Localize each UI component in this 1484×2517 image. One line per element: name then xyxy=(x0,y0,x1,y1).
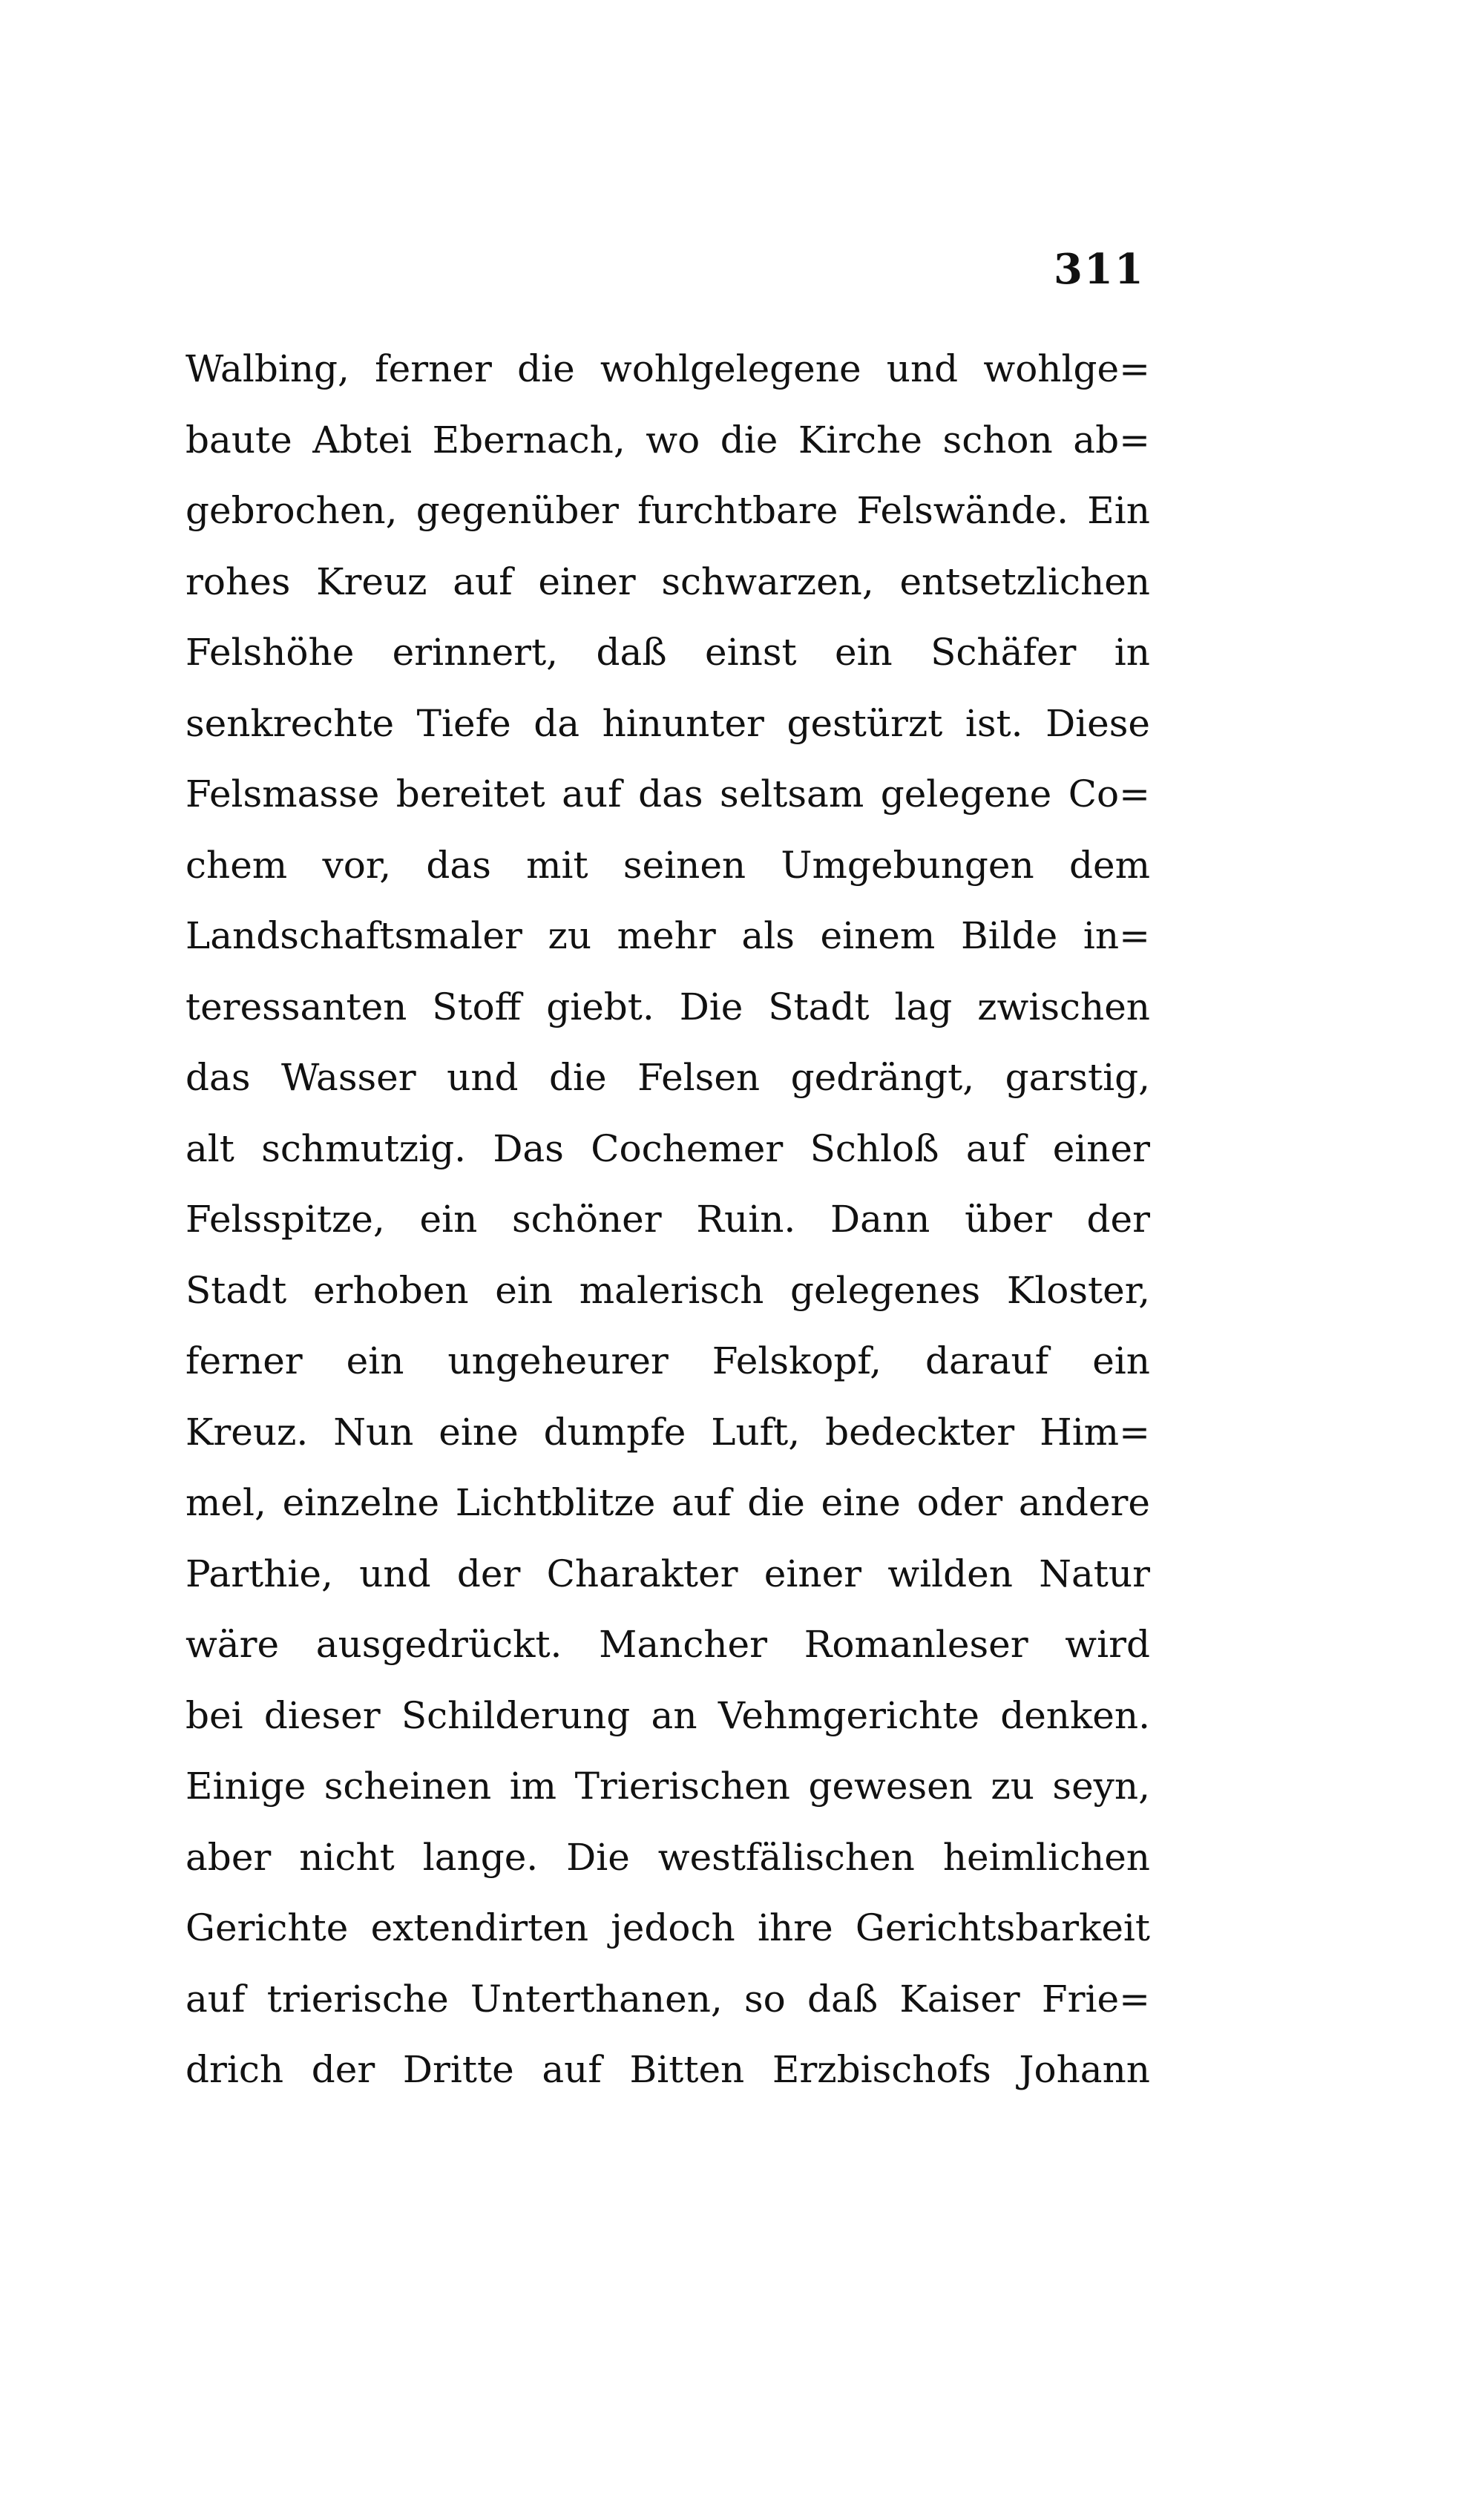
text-line: Felsmasse bereitet auf das seltsam gelegene Co= xyxy=(186,772,1150,816)
text-line: Kreuz. Nun eine dumpfe Luft, bedeckter Him= xyxy=(186,1410,1150,1454)
text-line: gebrochen, gegenüber furchtbare Felswände. Ein xyxy=(186,489,1150,532)
text-line: Gerichte extendirten jedoch ihre Gerichtsbarkeit xyxy=(186,1906,1150,1949)
text-line: mel, einzelne Lichtblitze auf die eine oder andere xyxy=(186,1481,1150,1524)
text-line: bei dieser Schilderung an Vehmgerichte denken. xyxy=(186,1693,1150,1737)
text-line: auf trierische Unterthanen, so daß Kaiser Frie= xyxy=(186,1977,1150,2021)
text-line: Landschaftsmaler zu mehr als einem Bilde in= xyxy=(186,914,1150,957)
text-line: Parthie, und der Charakter einer wilden Natur xyxy=(186,1552,1150,1595)
text-line: drich der Dritte auf Bitten Erzbischofs Johann xyxy=(186,2048,1150,2091)
text-line: aber nicht lange. Die westfälischen heimlichen xyxy=(186,1835,1150,1879)
page-number: 311 xyxy=(1054,245,1145,294)
text-line: Walbing, ferner die wohlgelegene und wohlge= xyxy=(186,347,1150,390)
text-line: senkrechte Tiefe da hinunter gestürzt ist. Diese xyxy=(186,701,1150,745)
text-line: baute Abtei Ebernach, wo die Kirche schon ab= xyxy=(186,418,1150,462)
body-text xyxy=(186,334,1150,2106)
text-line: wäre ausgedrückt. Mancher Romanleser wird xyxy=(186,1623,1150,1666)
text-line: Stadt erhoben ein malerisch gelegenes Kloster, xyxy=(186,1268,1150,1312)
text-line: Einige scheinen im Trierischen gewesen zu seyn, xyxy=(186,1765,1150,1808)
text-line: chem vor, das mit seinen Umgebungen dem xyxy=(186,843,1150,887)
text-line: teressanten Stoff giebt. Die Stadt lag zwischen xyxy=(186,985,1150,1028)
text-line: das Wasser und die Felsen gedrängt, garstig, xyxy=(186,1056,1150,1099)
text-line: ferner ein ungeheurer Felskopf, darauf ein xyxy=(186,1339,1150,1382)
text-line: Felsspitze, ein schöner Ruin. Dann über der xyxy=(186,1198,1150,1241)
text-line: Felshöhe erinnert, daß einst ein Schäfer in xyxy=(186,631,1150,674)
text-line: rohes Kreuz auf einer schwarzen, entsetzlichen xyxy=(186,559,1150,603)
text-line: alt schmutzig. Das Cochemer Schloß auf einer xyxy=(186,1126,1150,1170)
